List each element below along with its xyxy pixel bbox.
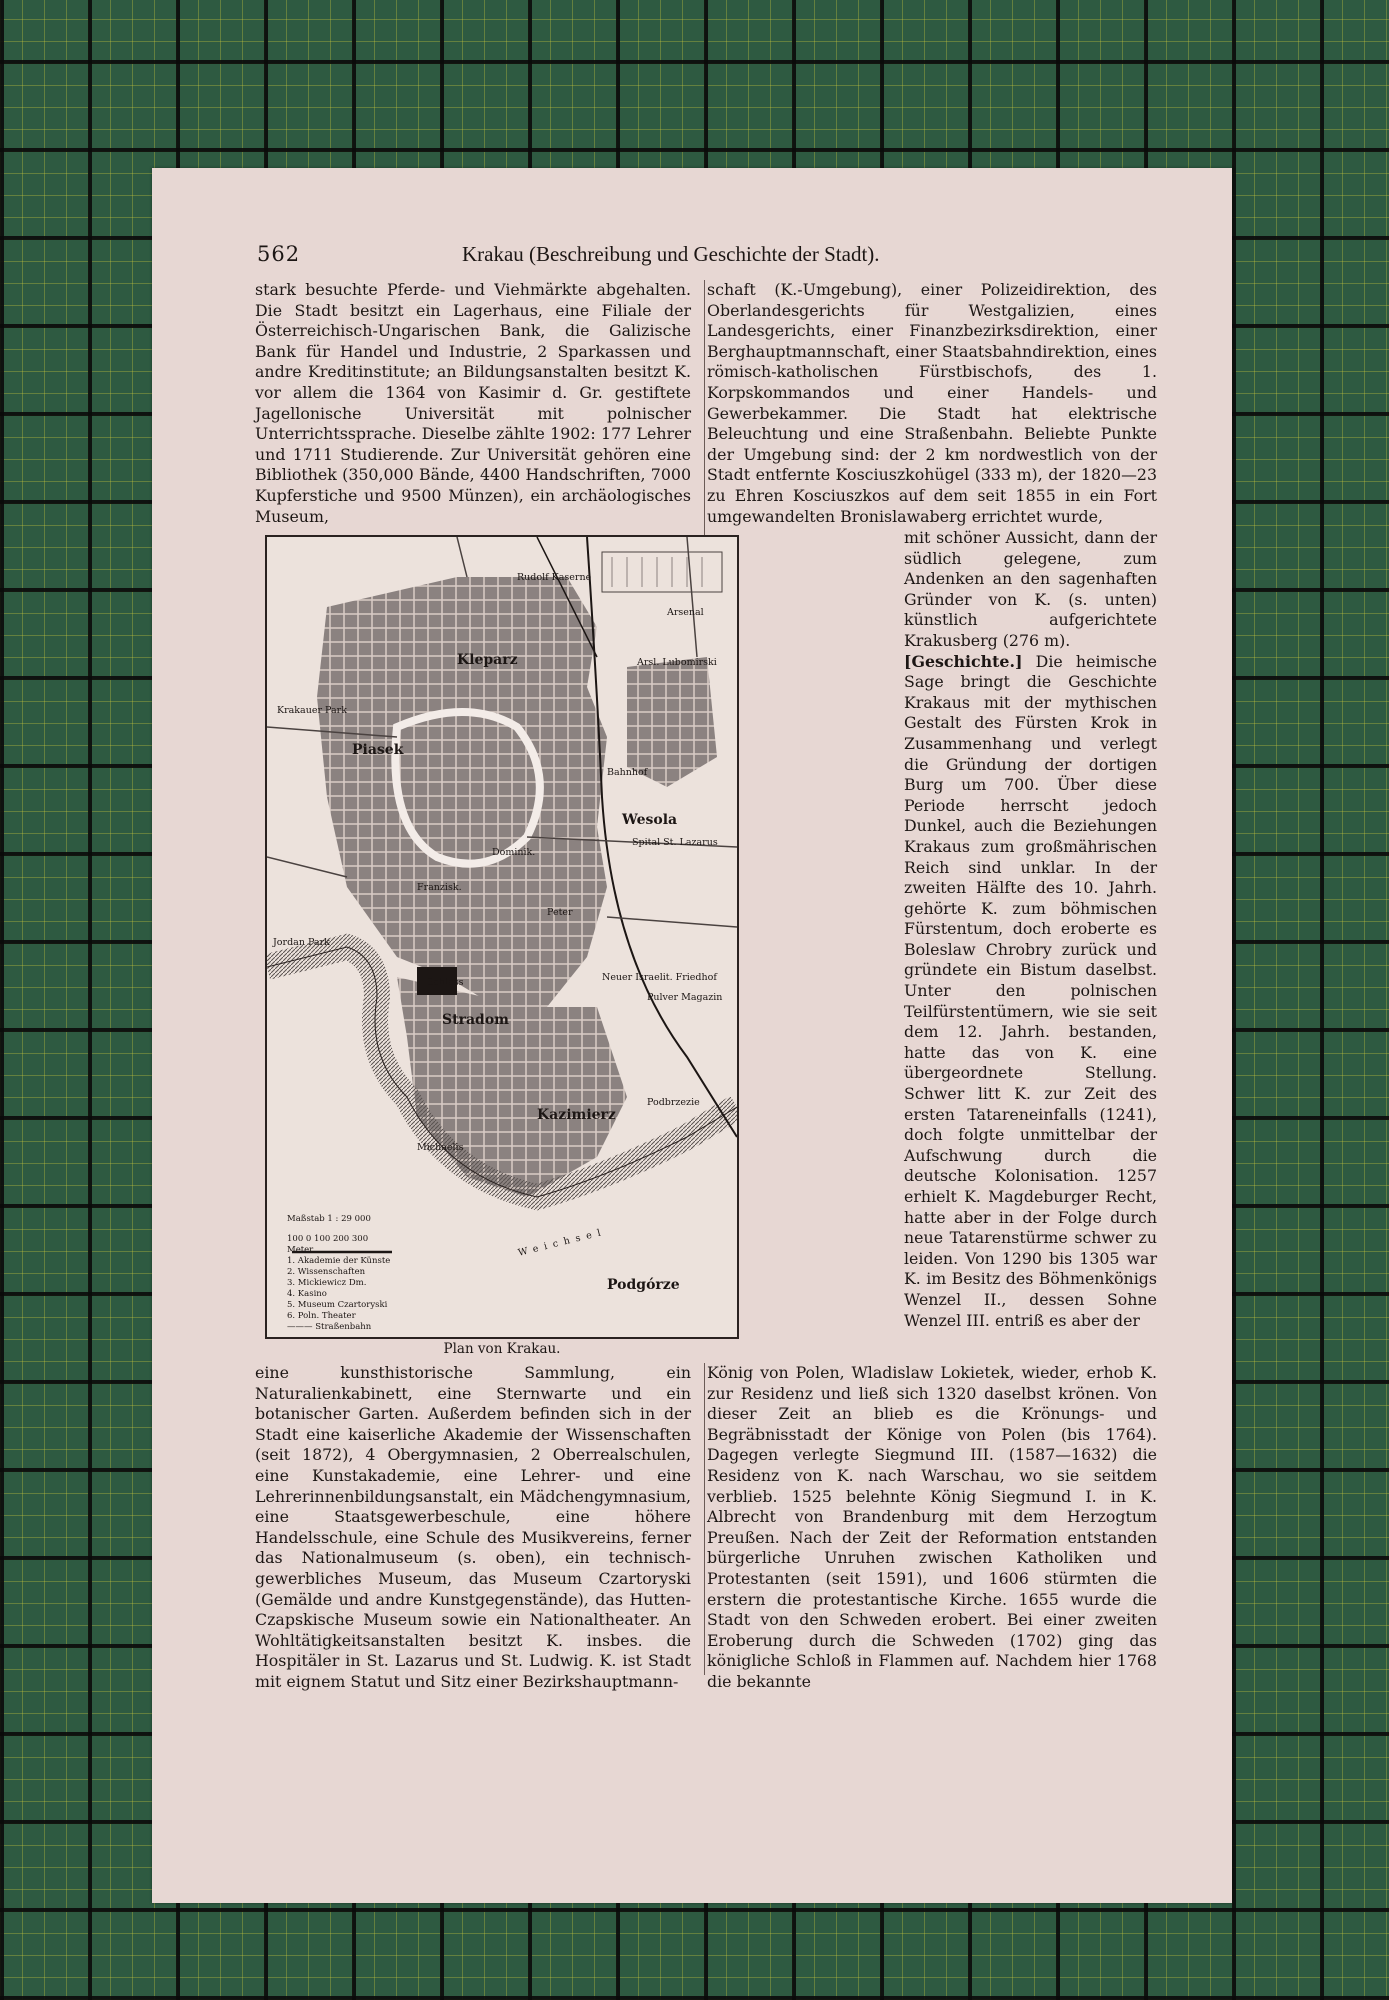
paragraph-top-right: schaft (K.-Umgebung), einer Polizeidirektion, des Oberlandesgerichts für Westgalizien, eines Landesgerichts, einer Finanzbezirksdirektion, einer Berghauptmannschaft, einer Staatsbahndirektion, eines römisch-katholischen Fürstbischofs, des 1. Korpskommandos und einer Handels- und Gewerbekammer. Die Stadt hat elektrische Beleuchtung und eine Straßenbahn. Beliebte Punkte der Umgebung sind: der 2 km nordwestlich von der Stadt entfernte Kosciuszkohügel (333 m), der 1820—23 zu Ehren Kosciuszkos auf dem seit 1855 in ein Fort umgewandelten Bronislawaberg errichtet wurde,: [707, 280, 1158, 526]
label-kleparz: Kleparz: [457, 652, 518, 668]
label-piasek: Piasek: [352, 742, 404, 758]
label-pulver-magazin: Pulver Magazin: [647, 992, 723, 1003]
legend-item: 5. Museum Czartoryski: [287, 1300, 388, 1310]
label-stradom: Stradom: [442, 1012, 509, 1028]
label-weichsel: Weichsel: [517, 1226, 608, 1259]
column-bottom-left: [255, 1363, 691, 1693]
running-head: Krakau (Beschreibung und Geschichte der Stadt).: [462, 242, 880, 266]
paragraph-narrow-lead: mit schöner Aussicht, dann der südlich gelegene, zum Andenken an den sagenhaften Gründer von K. (s. unten) künstlich aufgerichtete Krakusberg (276 m).: [904, 528, 1157, 650]
city-map: [265, 535, 739, 1339]
label-krakauer-park: Krakauer Park: [277, 705, 347, 716]
label-rudolf-kaserne: Rudolf Kaserne: [517, 572, 592, 583]
label-dominik: Dominik.: [492, 847, 536, 858]
legend-item: 2. Wissenschaften: [287, 1267, 366, 1277]
label-michaelis: Michaelis: [417, 1142, 464, 1153]
label-arsenal: Arsenal: [667, 607, 704, 618]
label-neuer-friedhof: Neuer Israelit. Friedhof: [602, 972, 717, 983]
scale-ticks: 100 0 100 200 300: [287, 1234, 369, 1244]
label-podbrzezie: Podbrzezie: [647, 1097, 700, 1108]
column-top-left: [255, 280, 691, 527]
label-wesola: Wesola: [622, 812, 678, 828]
paragraph-top-left: stark besuchte Pferde- und Viehmärkte abgehalten. Die Stadt besitzt ein Lagerhaus, eine Filiale der Österreichisch-Ungarischen Bank, die Galizische Bank für Handel und Industrie, 2 Sparkassen und andre Kreditinstitute; an Bildungsanstalten besitzt K. vor allem die 1364 von Kasimir d. Gr. gestiftete Jagellonische Universität mit polnischer Unterrichtssprache. Dieselbe zählte 1902: 177 Lehrer und 1711 Studierende. Zur Universität gehören eine Bibliothek (350,000 Bände, 4400 Handschriften, 7000 Kupferstiche und 9500 Münzen), ein archäologisches Museum,: [255, 280, 691, 526]
page-number: 562: [257, 242, 301, 266]
paragraph-bottom-left: eine kunsthistorische Sammlung, ein Naturalienkabinett, eine Sternwarte und ein botanischer Garten. Außerdem befinden sich in der Stadt eine kaiserliche Akademie der Wissenschaften (seit 1872), 4 Obergymnasien, 2 Oberrealschulen, eine Kunstakademie, eine Lehrer- und eine Lehrerinnenbildungsanstalt, ein Mädchengymnasium, eine Staatsgewerbeschule, eine höhere Handelsschule, eine Schule des Musikvereins, ferner das Nationalmuseum (s. oben), ein technisch-gewerbliches Museum, das Museum Czartoryski (Gemälde und andre Kunstgegenstände), das Hutten-Czapskische Museum sowie ein Nationaltheater. An Wohltätigkeitsanstalten besitzt K. insbes. die Hospitäler in St. Lazarus und St. Ludwig. K. ist Stadt mit eignem Statut und Sitz einer Bezirkshauptmann-: [255, 1363, 691, 1691]
legend-item: 3. Mickiewicz Dm.: [287, 1278, 367, 1288]
label-spital: Spital St. Lazarus: [632, 837, 718, 848]
kazimierz-blocks: [397, 977, 627, 1197]
scale-title: Maßstab 1 : 29 000: [287, 1214, 371, 1224]
scale-unit: Meter: [287, 1245, 314, 1255]
label-jordan-park: Jordan Park: [273, 937, 330, 948]
map-legend: [287, 1214, 487, 1333]
map-caption: Plan von Krakau.: [443, 1341, 561, 1357]
label-st-peter: Peter: [547, 907, 573, 918]
park-grounds: [602, 552, 722, 592]
column-narrow-right: [904, 528, 1157, 1331]
legend-item: ——— Straßenbahn: [287, 1322, 372, 1332]
column-bottom-right: [707, 1363, 1157, 1693]
legend-item: 1. Akademie der Künste: [287, 1256, 391, 1266]
legend-item: 6. Poln. Theater: [287, 1311, 356, 1321]
history-heading: [Geschichte.]: [904, 651, 1023, 671]
label-kazimierz: Kazimierz: [537, 1107, 616, 1123]
book-page: [152, 168, 1232, 1903]
label-arsl-lubomirski: Arsl. Lubomirski: [637, 657, 717, 668]
label-bahnhof: Bahnhof: [607, 767, 648, 778]
label-podgorze: Podgórze: [607, 1277, 680, 1293]
label-franzisk: Franzisk.: [417, 882, 462, 893]
column-divider-bottom: [704, 1363, 705, 1675]
paragraph-bottom-right: König von Polen, Wladislaw Lokietek, wieder, erhob K. zur Residenz und ließ sich 1320 daselbst krönen. Von dieser Zeit an blieb es die Krönungs- und Begräbnisstadt der Könige von Polen (bis 1764). Dagegen verlegte Siegmund III. (1587—1632) die Residenz von K. nach Warschau, wo sie seitdem verblieb. 1525 belehnte König Siegmund I. in K. Albrecht von Brandenburg mit dem Herzogtum Preußen. Nach der Zeit der Reformation entstanden bürgerliche Unruhen zwischen Katholiken und Protestanten (seit 1591), und 1606 stürmten die erstern die protestantische Kirche. 1655 wurde die Stadt von den Schweden erobert. Bei einer zweiten Eroberung durch die Schweden (1702) ging das königliche Schloß in Flammen auf. Nachdem hier 1768 die bekannte: [707, 1363, 1157, 1691]
legend-item: 4. Kasino: [287, 1289, 327, 1299]
paragraph-history: Die heimische Sage bringt die Geschichte Krakaus mit der mythischen Gestalt des Fürsten Krok in Zusammenhang und verlegt die Gründung der dortigen Burg um 700. Über diese Periode herrscht jedoch Dunkel, auch die Beziehungen Krakaus zum großmährischen Reich sind unklar. In der zweiten Hälfte des 10. Jahrh. gehörte K. zum böhmischen Fürstentum, doch eroberte es Boleslaw Chrobry zurück und gründete ein Bistum daselbst. Unter den polnischen Teilfürstentümern, wie sie seit dem 12. Jahrh. bestanden, hatte das von K. eine übergeordnete Stellung. Schwer litt K. zur Zeit des ersten Tatareneinfalls (1241), doch folgte unmittelbar der Aufschwung durch die deutsche Kolonisation. 1257 erhielt K. Magdeburger Recht, hatte aber in der Folge durch neue Tatarenstürme schwer zu leiden. Von 1290 bis 1305 war K. im Besitz des Böhmenkönigs Wenzel II., dessen Sohne Wenzel III. entriß es aber der: [904, 651, 1157, 1330]
column-top-right: [707, 280, 1157, 527]
page-header: [257, 242, 1157, 272]
label-schloss: Schloss: [427, 977, 464, 988]
